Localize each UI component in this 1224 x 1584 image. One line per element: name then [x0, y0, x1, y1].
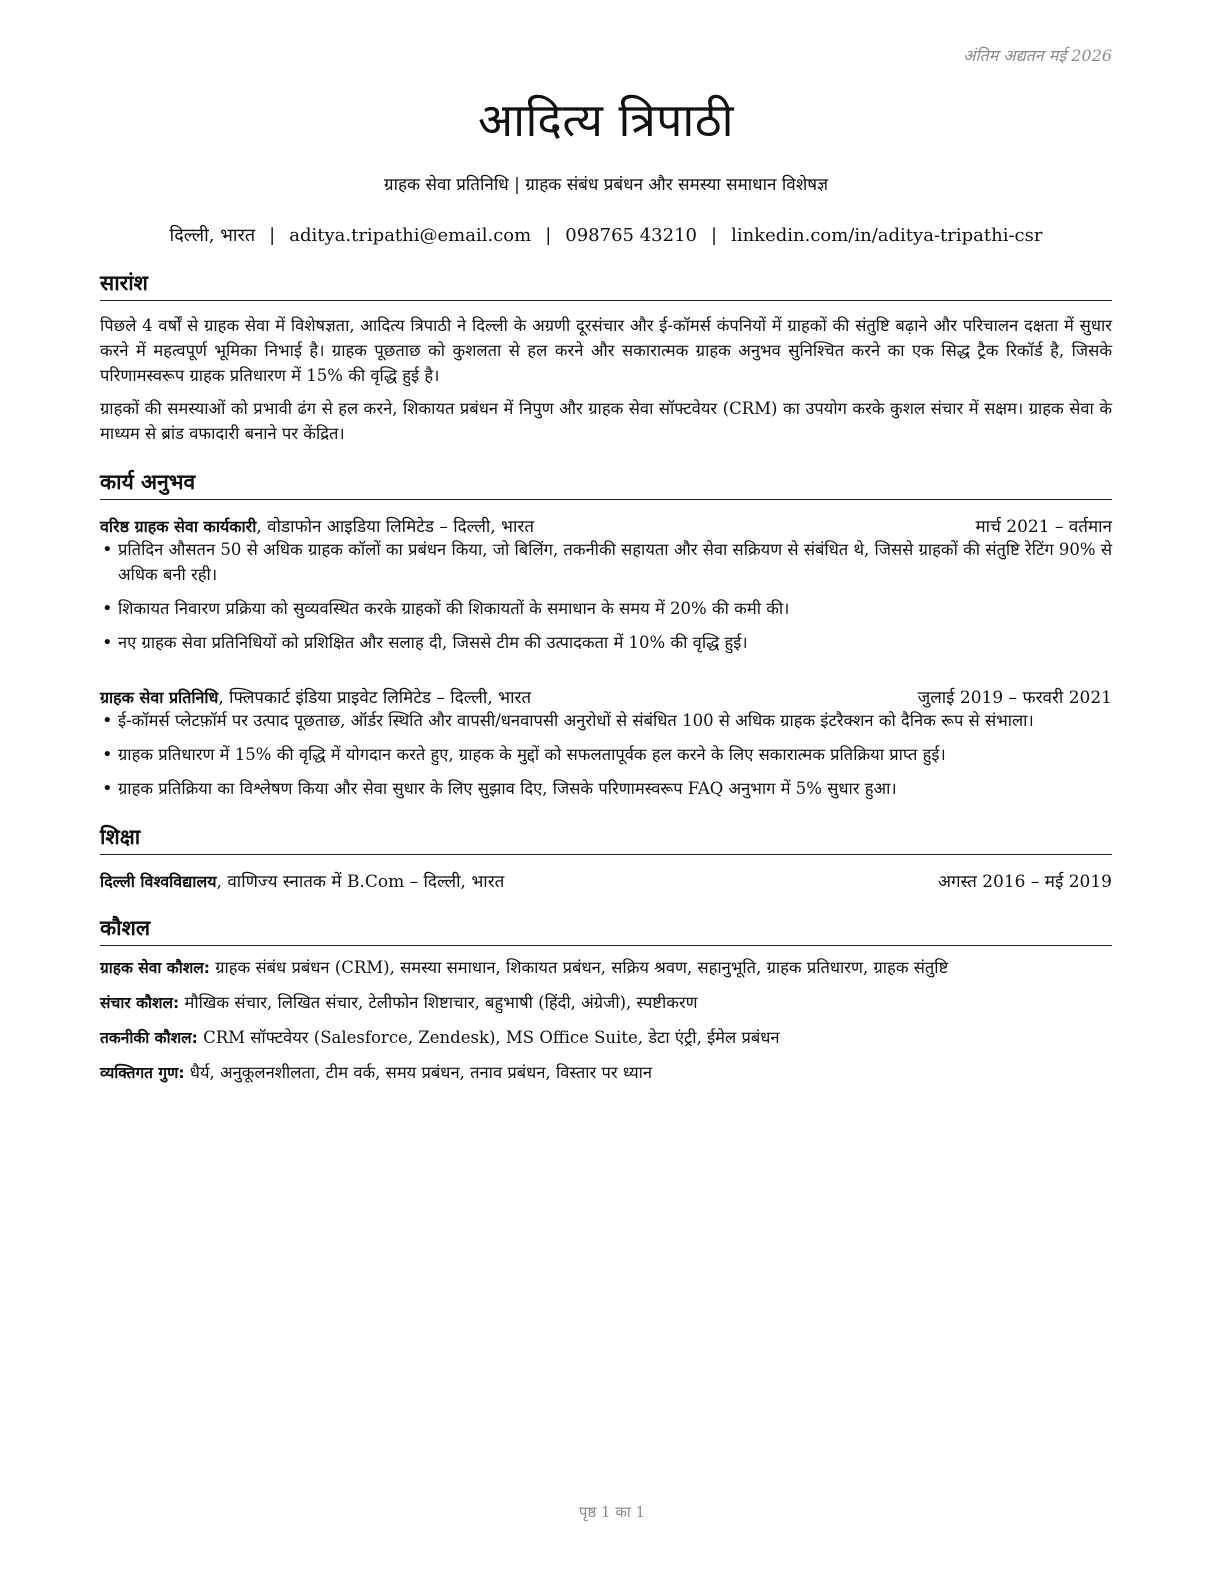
skills-list [100, 955, 1112, 1086]
job-dates: जुलाई 2019 – फरवरी 2021 [917, 688, 1112, 708]
job-role: ग्राहक सेवा प्रतिनिधि [100, 688, 219, 707]
job-dates: मार्च 2021 – वर्तमान [975, 517, 1112, 537]
skill-row [100, 1025, 1112, 1051]
skill-row [100, 955, 1112, 981]
contact-email[interactable]: aditya.tripathi@email.com [289, 225, 532, 246]
contact-location: दिल्ली, भारत [169, 225, 256, 246]
skill-label: व्यक्तिगत गुण: [100, 1064, 185, 1082]
candidate-name: आदित्य त्रिपाठी [478, 93, 734, 147]
skill-label: तकनीकी कौशल: [100, 1029, 198, 1047]
education-dates: अगस्त 2016 – मई 2019 [937, 872, 1112, 892]
candidate-headline: ग्राहक सेवा प्रतिनिधि | ग्राहक संबंध प्रबंधन और समस्या समाधान विशेषज्ञ [383, 175, 828, 195]
contact-phone: 098765 43210 [565, 225, 697, 246]
skill-value: CRM सॉफ्टवेयर (Salesforce, Zendesk), MS Office Suite, डेटा एंट्री, ईमेल प्रबंधन [197, 1028, 780, 1047]
section-title-education: शिक्षा [100, 823, 1112, 855]
summary-paragraph: ग्राहकों की समस्याओं को प्रभावी ढंग से हल करने, शिकायत प्रबंधन में निपुण और ग्राहक सेवा सॉफ्टवेयर (CRM) का उपयोग करके कुशल संचार में सक्षम। ग्राहक सेवा के माध्यम से ब्रांड वफादारी बनाने पर केंद्रित। [100, 399, 1112, 443]
section-title-summary: सारांश [100, 269, 1112, 301]
contact-linkedin[interactable]: linkedin.com/in/aditya-tripathi-csr [731, 225, 1043, 246]
contact-line [100, 223, 1112, 247]
education-institution: दिल्ली विश्वविद्यालय [100, 872, 217, 891]
summary-paragraph: पिछले 4 वर्षों से ग्राहक सेवा में विशेषज्ञता, आदित्य त्रिपाठी ने दिल्ली के अग्रणी दूरसंचार और ई-कॉमर्स कंपनियों में ग्राहकों की संतुष्टि बढ़ाने और परिचालन दक्षता में सुधार करने में महत्वपूर्ण भूमिका निभाई है। ग्राहक पूछताछ को कुशलता से हल करने और सकारात्मक ग्राहक अनुभव सुनिश्चित करने का एक सिद्ध ट्रैक रिकॉर्ड है, जिसके परिणामस्वरूप ग्राहक प्रतिधारण में 15% की वृद्धि हुई है। [100, 316, 1112, 385]
job-bullets [100, 708, 1112, 801]
job-title-org [100, 685, 531, 708]
list-item: • ई-कॉमर्स प्लेटफ़ॉर्म पर उत्पाद पूछताछ, ऑर्डर स्थिति और वापसी/धनवापसी अनुरोधों से संबंधित 100 से अधिक ग्राहक इंटरैक्शन को दैनिक रूप से संभाला। [100, 708, 1112, 733]
list-item: • प्रतिदिन औसतन 50 से अधिक ग्राहक कॉलों का प्रबंधन किया, जो बिलिंग, तकनीकी सहायता और सेवा सक्रियण से संबंधित थे, जिससे ग्राहकों की संतुष्टि रेटिंग 90% से अधिक बनी रही। [100, 537, 1112, 587]
contact-separator: | [269, 225, 276, 246]
skill-label: संचार कौशल: [100, 994, 180, 1012]
job-role: वरिष्ठ ग्राहक सेवा कार्यकारी [100, 517, 257, 536]
skill-value: धैर्य, अनुकूलनशीलता, टीम वर्क, समय प्रबंधन, तनाव प्रबंधन, विस्तार पर ध्यान [184, 1063, 653, 1082]
section-title-skills: कौशल [100, 914, 1112, 946]
job-bullets [100, 537, 1112, 655]
list-item: • ग्राहक प्रतिधारण में 15% की वृद्धि में योगदान करते हुए, ग्राहक के मुद्दों को सफलतापूर्वक हल करने के लिए सकारात्मक प्रतिक्रिया प्राप्त हुई। [100, 742, 1112, 767]
skill-row [100, 1060, 1112, 1086]
education-detail: , वाणिज्य स्नातक में B.Com – दिल्ली, भारत [216, 872, 505, 892]
skill-label: ग्राहक सेवा कौशल: [100, 959, 210, 977]
list-item: • नए ग्राहक सेवा प्रतिनिधियों को प्रशिक्षित और सलाह दी, जिससे टीम की उत्पादकता में 10% की वृद्धि हुई। [100, 630, 1112, 655]
job-header [100, 685, 1112, 708]
page-number: पृष्ठ 1 का 1 [578, 1503, 646, 1521]
job-header [100, 514, 1112, 537]
contact-separator: | [545, 225, 552, 246]
list-item: • ग्राहक प्रतिक्रिया का विश्लेषण किया और सेवा सुधार के लिए सुझाव दिए, जिसके परिणामस्वरूप FAQ अनुभाग में 5% सुधार हुआ। [100, 776, 1112, 801]
job-organization: , वोडाफोन आइडिया लिमिटेड – दिल्ली, भारत [256, 517, 535, 537]
last-updated-note: अंतिम अद्यतन मई 2026 [963, 46, 1112, 65]
contact-separator: | [710, 225, 718, 246]
skill-value: मौखिक संचार, लिखित संचार, टेलीफोन शिष्टाचार, बहुभाषी (हिंदी, अंग्रेजी), स्पष्टीकरण [179, 993, 698, 1012]
skill-value: ग्राहक संबंध प्रबंधन (CRM), समस्या समाधान, शिकायत प्रबंधन, सक्रिय श्रवण, सहानुभूति, ग्राहक प्रतिधारण, ग्राहक संतुष्टि [209, 958, 949, 977]
job-title-org [100, 514, 534, 537]
education-entry [100, 869, 1112, 892]
list-item: • शिकायत निवारण प्रक्रिया को सुव्यवस्थित करके ग्राहकों की शिकायतों के समाधान के समय में 20% की कमी की। [100, 596, 1112, 621]
education-title-detail [100, 869, 504, 892]
section-title-experience: कार्य अनुभव [100, 468, 1112, 500]
resume-page [100, 40, 1112, 1086]
skill-row [100, 990, 1112, 1016]
job-organization: , फ्लिपकार्ट इंडिया प्राइवेट लिमिटेड – दिल्ली, भारत [218, 688, 532, 708]
